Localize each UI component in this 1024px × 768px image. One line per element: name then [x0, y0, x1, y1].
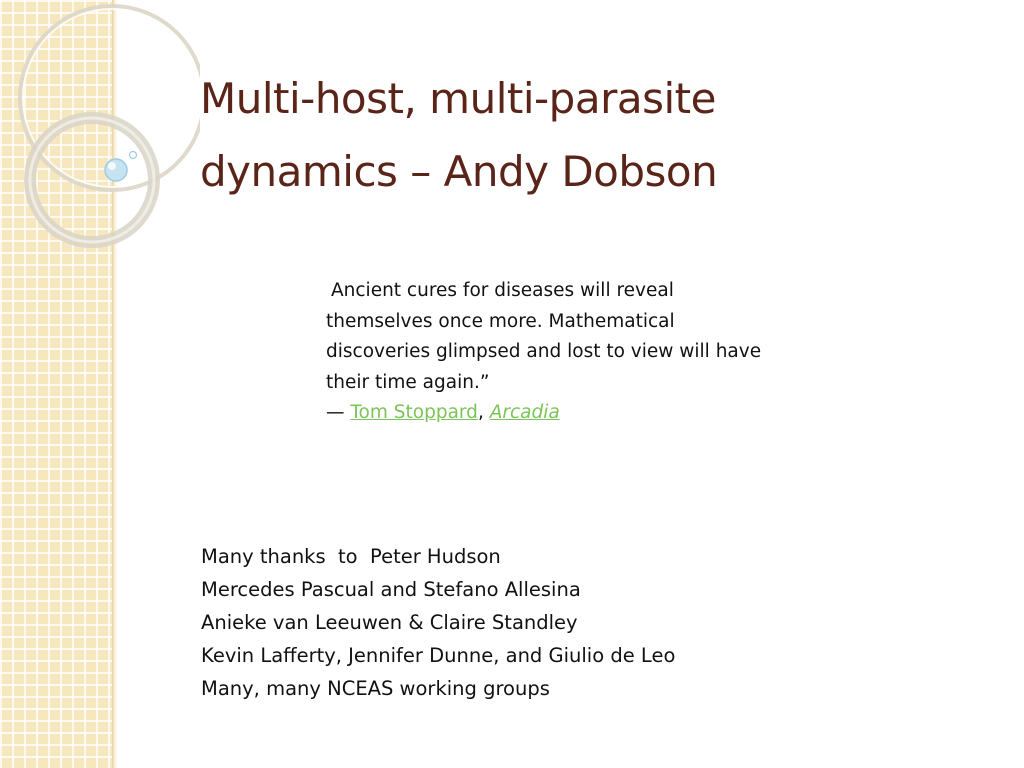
blue-bubble-small: [130, 152, 137, 159]
title-line-2: dynamics – Andy Dobson: [200, 147, 718, 196]
blue-bubble-large: [105, 159, 127, 181]
epigraph-quote: [326, 276, 846, 429]
decorative-circles: [0, 0, 200, 260]
acknowledgement-line: Many, many NCEAS working groups: [201, 677, 550, 700]
acknowledgement-line: Mercedes Pascual and Stefano Allesina: [201, 578, 581, 601]
acknowledgements: [201, 540, 901, 705]
quote-line: Ancient cures for diseases will reveal: [331, 280, 674, 301]
quote-line: discoveries glimpsed and lost to view will have: [326, 341, 762, 362]
quote-line: their time again.”: [326, 371, 490, 393]
quote-attribution: [326, 398, 846, 429]
thick-ring-highlight: [30, 118, 154, 242]
acknowledgement-line: Anieke van Leeuwen & Claire Standley: [201, 611, 578, 634]
attribution-dash: —: [326, 402, 351, 423]
title-line-1: Multi-host, multi-parasite: [200, 74, 716, 123]
work-link[interactable]: Arcadia: [489, 402, 560, 423]
quote-line: themselves once more. Mathematical: [326, 310, 675, 332]
acknowledgement-line: Kevin Lafferty, Jennifer Dunne, and Giulio de Leo: [201, 644, 676, 667]
acknowledgement-line: Many thanks to Peter Hudson: [201, 545, 501, 568]
attribution-separator: ,: [477, 402, 490, 423]
slide-title: [200, 62, 980, 208]
author-link[interactable]: Tom Stoppard: [350, 402, 478, 423]
bubble-shine: [108, 162, 116, 170]
